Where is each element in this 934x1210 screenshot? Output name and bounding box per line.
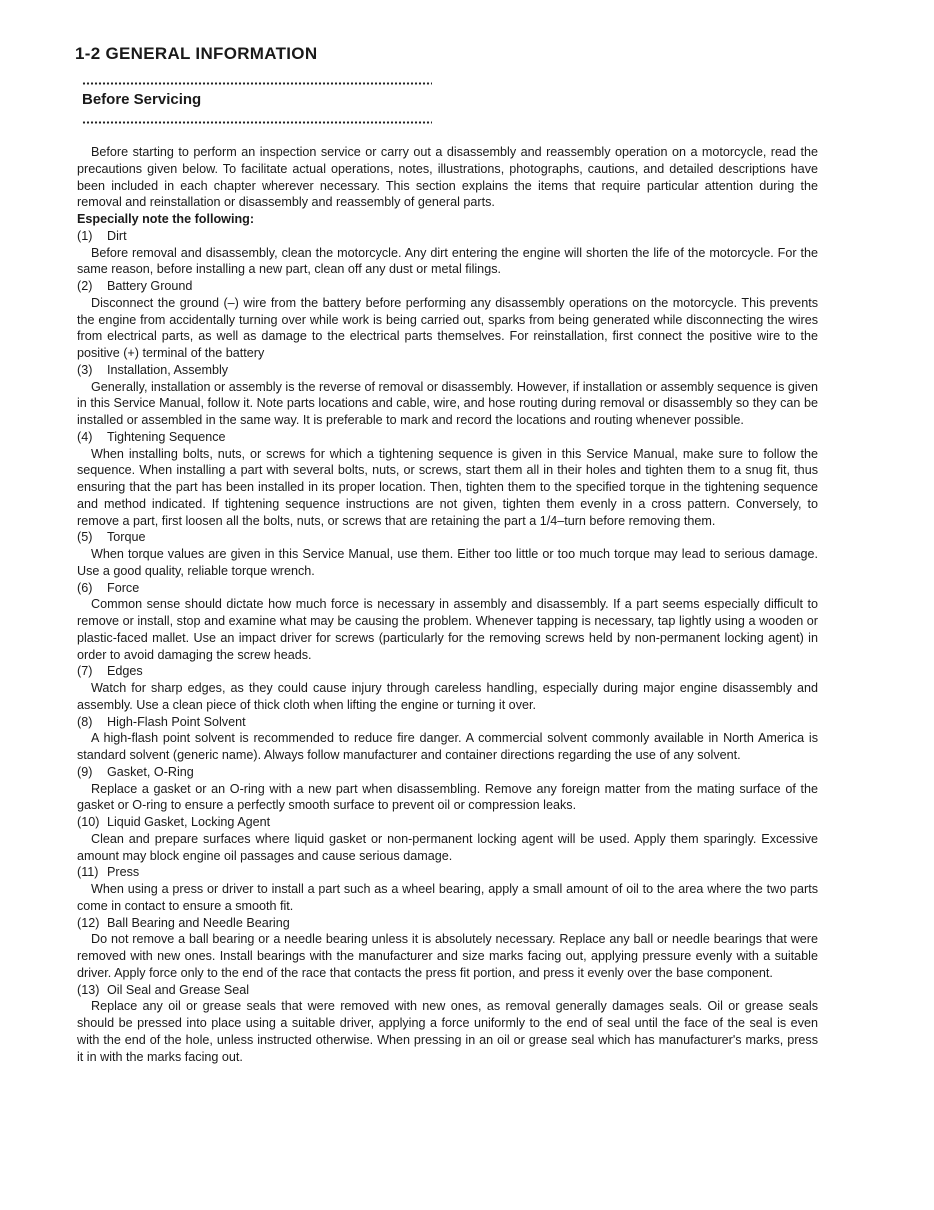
list-item — [77, 982, 818, 1066]
item-number: (12) — [77, 915, 100, 930]
item-body: Clean and prepare surfaces where liquid gasket or non-permanent locking agent will be used. Apply them sparingly. Excessive amount may block engine oil passages and cause serious damage. — [77, 831, 818, 863]
item-title: High-Flash Point Solvent — [107, 714, 246, 729]
item-title: Torque — [107, 530, 146, 545]
item-heading — [77, 362, 818, 379]
item-number: (7) — [77, 664, 93, 679]
item-title: Press — [107, 865, 140, 880]
item-title: Gasket, O-Ring — [107, 764, 194, 779]
note-heading: Especially note the following: — [77, 212, 255, 226]
item-heading — [77, 580, 818, 597]
item-body: Common sense should dictate how much force is necessary in assembly and disassembly. If a part seems especially difficult to remove or install, stop and examine what may be causing the problem. Whenever tapping is necessary, tap lightly using a wooden or plastic-faced mallet. Use an impact driver for screws (particularly for the removing screws held by non-permanent locking agent) in order to avoid damaging the screw heads. — [77, 597, 818, 662]
list-item — [77, 529, 818, 579]
intro-paragraph: Before starting to perform an inspection service or carry out a disassembly and reassembly operation on a motorcycle, read the precautions given below. To facilitate actual operations, notes, illustrations, photographs, cautions, and detailed descriptions have been included in each chapter wherever necessary. This section explains the items that require particular attention during the removal and reinstallation or disassembly and reassembly of general parts. — [77, 145, 818, 210]
list-item — [77, 228, 818, 278]
item-number: (9) — [77, 764, 93, 779]
list-item — [77, 814, 818, 864]
item-title: Edges — [107, 664, 143, 679]
item-number: (6) — [77, 580, 93, 595]
item-heading — [77, 915, 818, 932]
item-body: Do not remove a ball bearing or a needle bearing unless it is absolutely necessary. Replace any ball or needle bearings that were removed with new ones. Install bearings with the manufacturer and size marks facing out, applying pressure evenly with a suitable driver. Apply force only to the end of the race that contacts the press fit portion, and press it evenly over the base component. — [77, 932, 818, 980]
list-item — [77, 915, 818, 982]
item-title: Oil Seal and Grease Seal — [107, 982, 250, 997]
item-number: (3) — [77, 362, 93, 377]
item-heading — [77, 982, 818, 999]
item-title: Ball Bearing and Needle Bearing — [107, 915, 290, 930]
item-number: (13) — [77, 982, 100, 997]
precaution-list — [77, 228, 818, 1066]
item-heading — [77, 764, 818, 781]
item-body: When torque values are given in this Service Manual, use them. Either too little or too much torque may lead to serious damage. Use a good quality, reliable torque wrench. — [77, 547, 818, 578]
item-body: When installing bolts, nuts, or screws for which a tightening sequence is given in this Service Manual, make sure to follow the sequence. When installing a part with several bolts, nuts, or screws, start them all in their holes and tighten them to a snug fit, thus ensuring that the part has been installed in its proper location. Then, tighten them to the specified torque in the tightening sequence and method indicated. If tightening sequence instructions are not given, tighten them evenly in a cross pattern. Conversely, to remove a part, first loosen all the bolts, nuts, or screws that are retaining the part a 1/4–turn before removing them. — [77, 446, 818, 528]
item-body: Replace a gasket or an O-ring with a new part when disassembling. Remove any foreign matter from the mating surface of the gasket or O-ring to ensure a perfectly smooth surface to prevent oil or compression leaks. — [77, 781, 818, 813]
item-number: (2) — [77, 279, 93, 293]
item-number: (4) — [77, 429, 93, 444]
list-item — [77, 429, 818, 530]
item-heading — [77, 814, 818, 831]
item-title: Installation, Assembly — [107, 362, 229, 377]
list-item — [77, 362, 818, 429]
list-item — [77, 663, 818, 713]
item-number: (5) — [77, 530, 93, 545]
content-body — [77, 144, 818, 1065]
item-body: Replace any oil or grease seals that were removed with new ones, as removal generally damages seals. Oil or grease seals should be pressed into place using a suitable driver, applying a force uniformly to the end of seal until the face of the seal is even with the end of the hole, unless instructed otherwise. When pressing in an oil or grease seal which has manufacturer's marks, press it in with the marks facing out. — [77, 999, 818, 1064]
list-item — [77, 580, 818, 664]
item-heading — [77, 529, 818, 546]
item-title: Battery Ground — [107, 279, 193, 293]
item-body: When using a press or driver to install a part such as a wheel bearing, apply a small amount of oil to the area where the two parts come in contact to ensure a smooth fit. — [77, 882, 818, 913]
item-body: Before removal and disassembly, clean the motorcycle. Any dirt entering the engine will shorten the life of the motorcycle. For the same reason, before installing a new part, clean off any dust or metal filings. — [77, 245, 818, 277]
item-title: Force — [107, 580, 140, 595]
dotted-rule-top — [82, 82, 432, 85]
list-item — [77, 714, 818, 764]
page-header: 1-2 GENERAL INFORMATION — [75, 44, 318, 63]
item-heading — [77, 228, 818, 245]
item-number: (11) — [77, 865, 99, 880]
item-body: Generally, installation or assembly is the reverse of removal or disassembly. However, if installation or assembly sequence is given in this Service Manual, follow it. Note parts locations and cable, wire, and hose routing during removal or disassembly so they can be installed or assembled in the same way. It is preferable to mark and record the locations and routing whenever possible. — [77, 379, 818, 427]
item-title: Liquid Gasket, Locking Agent — [107, 815, 271, 829]
item-number: (8) — [77, 714, 93, 729]
item-number: (1) — [77, 228, 93, 243]
item-title: Tightening Sequence — [107, 429, 226, 444]
list-item — [77, 764, 818, 814]
item-heading — [77, 663, 818, 680]
section-title: Before Servicing — [82, 91, 202, 108]
item-body: A high-flash point solvent is recommended to reduce fire danger. A commercial solvent commonly available in North America is standard solvent (generic name). Always follow manufacturer and container directions regarding the use of any solvent. — [77, 731, 818, 762]
item-heading — [77, 714, 818, 731]
item-number: (10) — [77, 815, 100, 829]
item-body: Disconnect the ground (–) wire from the battery before performing any disassembly operations on the motorcycle. This prevents the engine from accidentally turning over while work is being carried out, sparks from being generated while disconnecting the wires from electrical parts, as well as damage to the electrical parts themselves. For reinstallation, first connect the positive wire to the positive (+) terminal of the battery — [77, 295, 818, 360]
list-item — [77, 864, 818, 914]
item-title: Dirt — [107, 228, 127, 243]
list-item — [77, 278, 818, 362]
item-heading — [77, 429, 818, 446]
item-body: Watch for sharp edges, as they could cause injury through careless handling, especially during major engine disassembly and assembly. Use a clean piece of thick cloth when lifting the engine or turning it over. — [77, 681, 818, 712]
item-heading — [77, 864, 818, 881]
item-heading — [77, 278, 818, 295]
dotted-rule-bottom — [82, 121, 432, 124]
